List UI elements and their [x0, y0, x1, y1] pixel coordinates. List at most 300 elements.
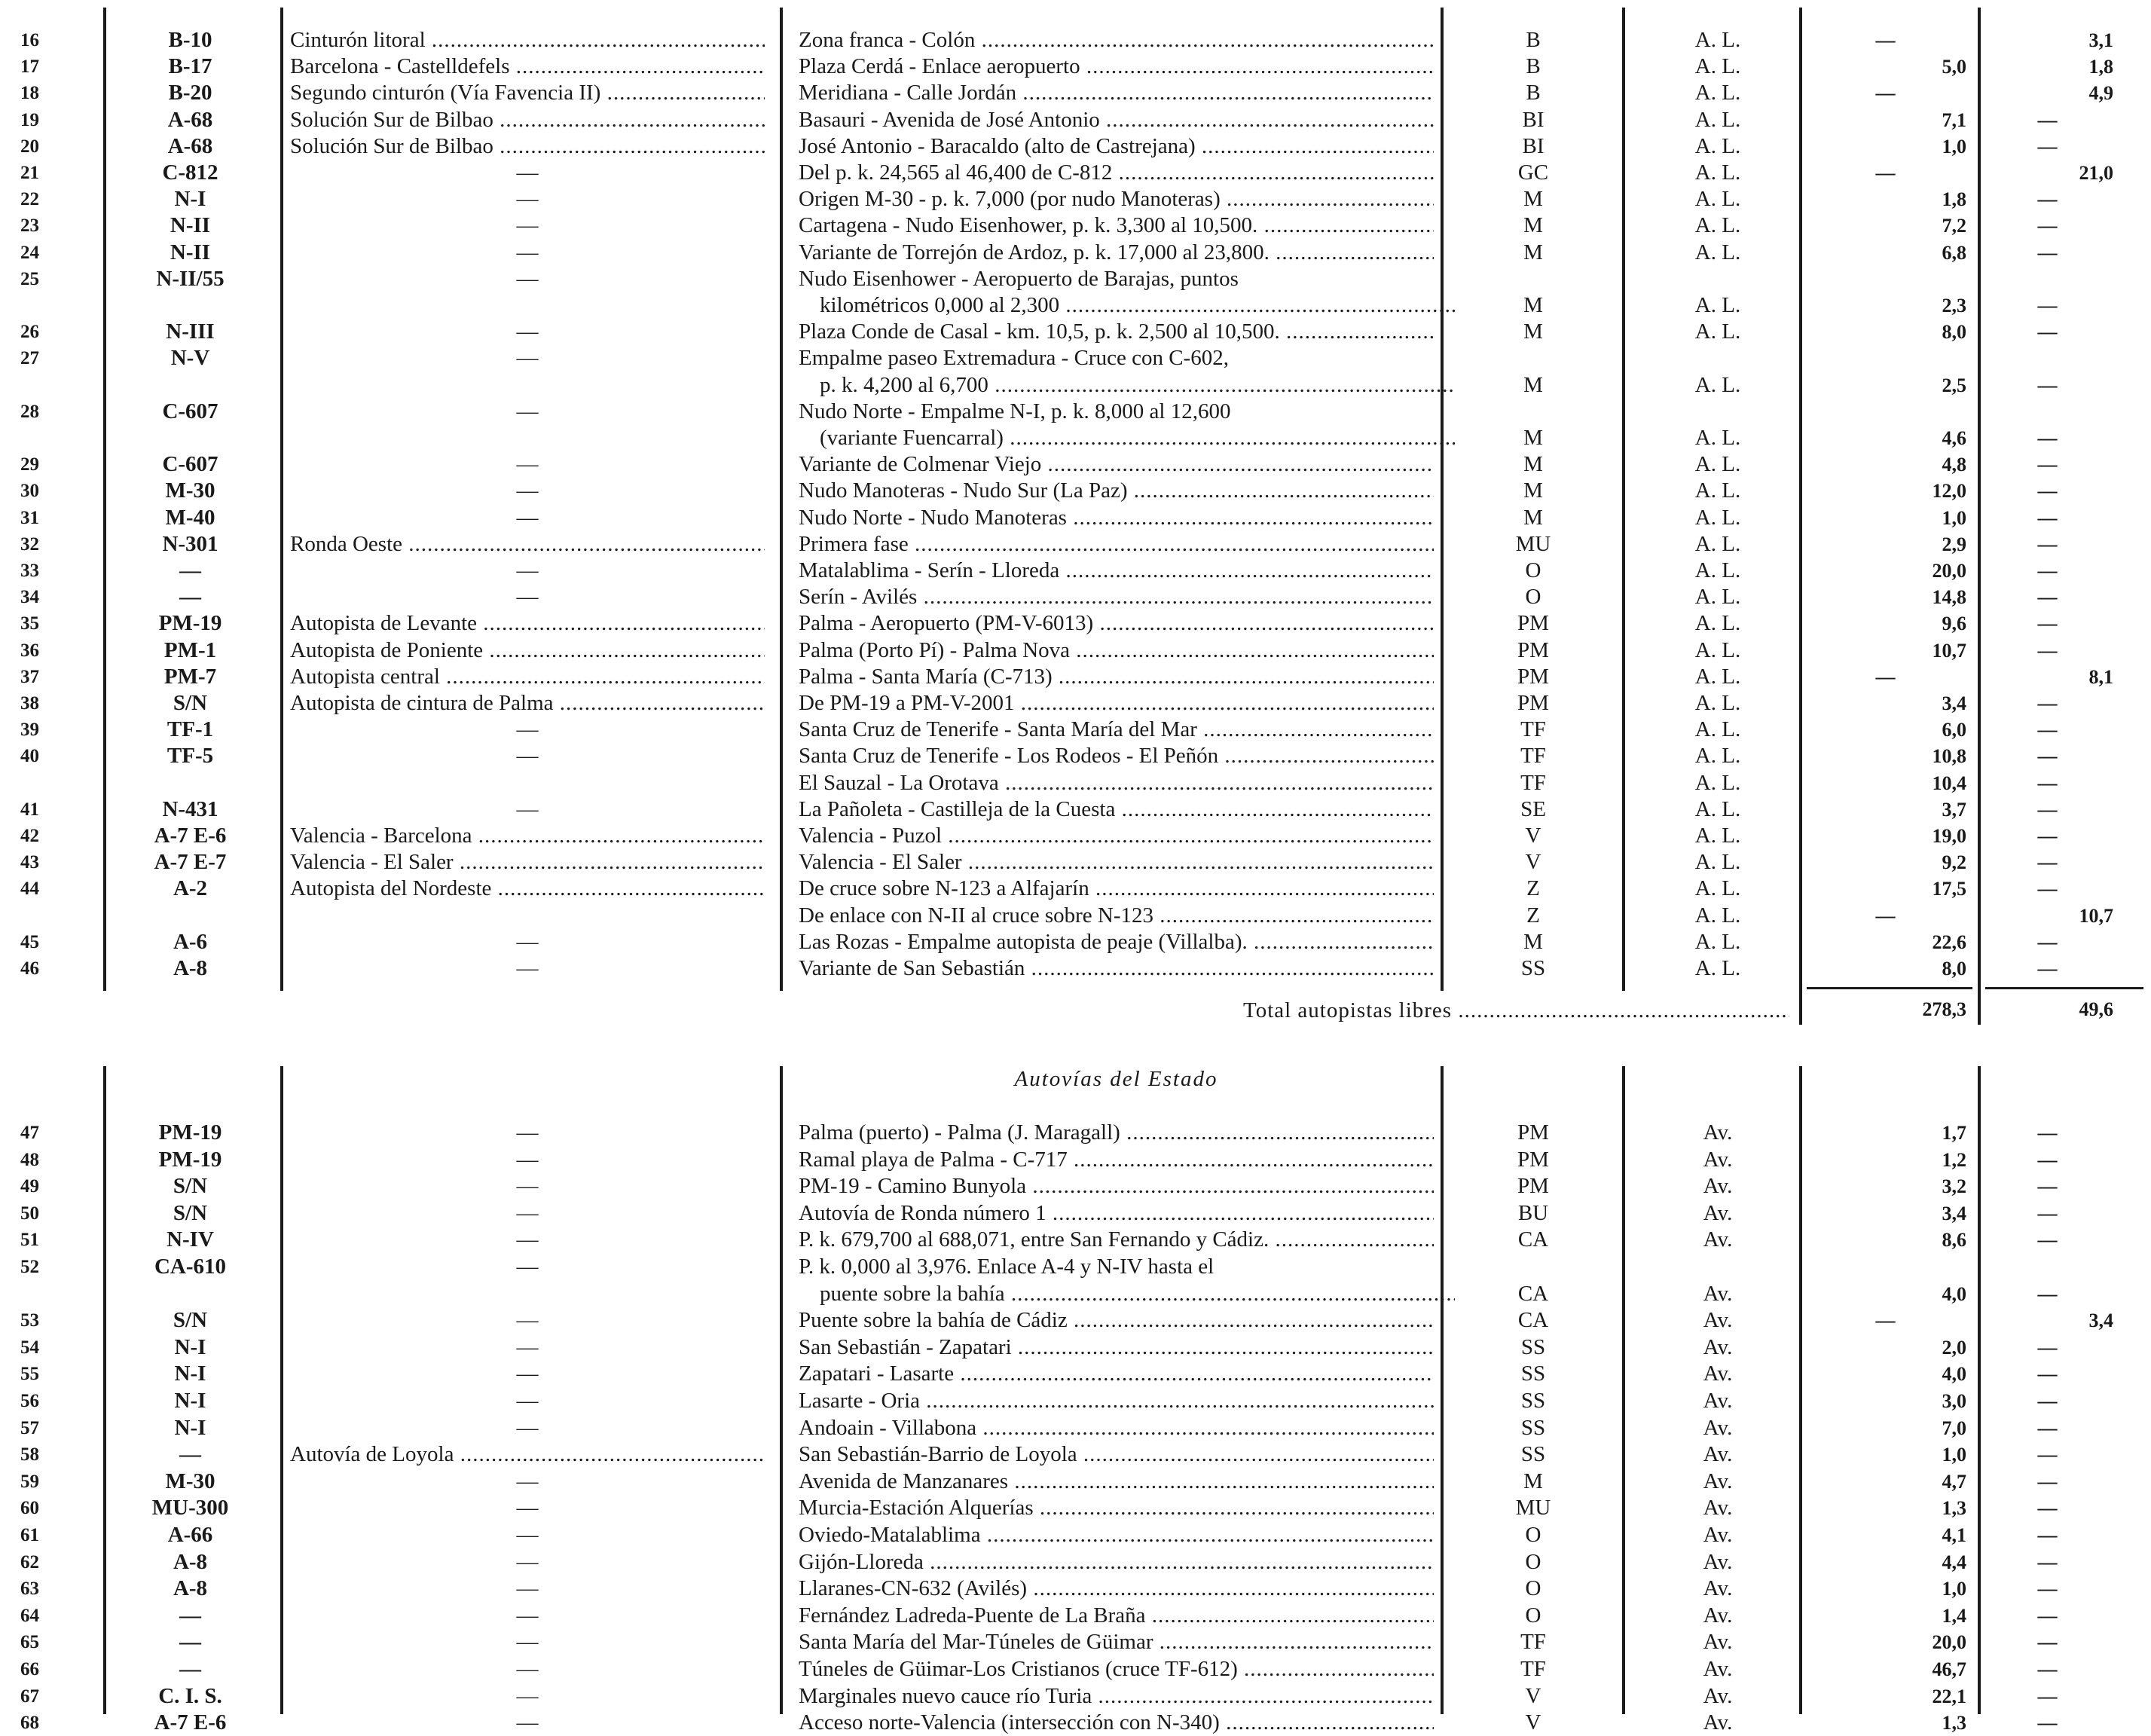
row-number: 30: [20, 481, 39, 502]
road-name: Cinturón litoral .....: [290, 27, 765, 53]
table-row: [0, 133, 2151, 160]
road-type: Av.: [1703, 1147, 1733, 1172]
road-code: N-I: [174, 1389, 206, 1413]
road-name: —: [516, 1415, 539, 1440]
table-row: [0, 505, 2151, 531]
province: TF: [1520, 1630, 1546, 1655]
road-name: —: [516, 796, 539, 821]
section-description: PM-19 - Camino Bunyola .....: [799, 1173, 1434, 1200]
section-description: Variante de San Sebastián .....: [799, 955, 1434, 982]
road-type: A. L.: [1694, 107, 1741, 132]
road-name: Autopista del Nordeste .....: [290, 876, 765, 902]
km-value-1: 46,7: [1932, 1658, 1966, 1680]
row-number: 40: [20, 746, 39, 767]
province: SS: [1520, 1415, 1546, 1440]
row-number: 65: [20, 1632, 39, 1653]
row-number: 39: [20, 720, 39, 741]
road-name: —: [516, 929, 539, 954]
section-description: Palma - Santa María (C-713) .....: [799, 664, 1434, 690]
km-value-2: —: [2037, 1551, 2058, 1573]
km-value-1: 3,4: [1942, 1202, 1966, 1224]
table-row: [0, 717, 2151, 743]
road-name: —: [516, 1147, 539, 1172]
road-type: A. L.: [1694, 824, 1741, 848]
section-description: Oviedo-Matalablima .....: [799, 1522, 1434, 1548]
section-description-cont: p. k. 4,200 al 6,700 .....: [799, 372, 1455, 399]
province: O: [1525, 1603, 1541, 1628]
section-description: Avenida de Manzanares .....: [799, 1469, 1434, 1495]
road-type: A. L.: [1694, 770, 1741, 795]
row-number: 45: [20, 931, 39, 952]
road-name: Autopista de cintura de Palma .....: [290, 690, 765, 717]
province: O: [1525, 1523, 1541, 1547]
km-value-2: —: [2037, 1444, 2058, 1466]
table-row: [0, 186, 2151, 212]
road-name: —: [516, 1227, 539, 1252]
km-value-1: —: [1875, 82, 1896, 105]
road-code: C. I. S.: [158, 1683, 222, 1708]
table-row-continuation: [0, 292, 2151, 319]
km-value-2: —: [2037, 1712, 2058, 1734]
km-value-2: —: [2037, 825, 2058, 847]
section-description: Andoain - Villabona .....: [799, 1415, 1434, 1441]
row-number: 24: [20, 242, 39, 263]
road-name: Solución Sur de Bilbao .....: [290, 133, 765, 160]
road-code: B-20: [168, 81, 212, 105]
province: CA: [1517, 1308, 1549, 1333]
province: GC: [1517, 160, 1549, 185]
section-description: Nudo Eisenhower - Aeropuerto de Barajas, puntos: [799, 266, 1239, 291]
road-code: N-I: [174, 1334, 206, 1359]
km-value-1: —: [1875, 162, 1896, 184]
km-value-2: —: [2037, 427, 2058, 449]
road-code: A-68: [167, 107, 213, 132]
km-value-2: 10,7: [2079, 904, 2113, 927]
section-description: El Sauzal - La Orotava .....: [799, 770, 1434, 796]
section-description: Del p. k. 24,565 al 46,400 de C-812 .....: [799, 160, 1434, 186]
section-description: Acceso norte-Valencia (intersección con N-340) .....: [799, 1710, 1434, 1736]
section-description: Nudo Norte - Empalme N-I, p. k. 8,000 al 12,600: [799, 399, 1231, 423]
km-value-2: —: [2037, 586, 2058, 609]
road-code: —: [179, 1657, 201, 1681]
road-name: Autovía de Loyola .....: [290, 1441, 765, 1468]
province: O: [1525, 558, 1541, 582]
table-row: [0, 1361, 2151, 1387]
road-type: Av.: [1703, 1603, 1733, 1628]
road-type: Av.: [1703, 1576, 1733, 1601]
table-row: [0, 80, 2151, 106]
road-type: Av.: [1703, 1442, 1733, 1467]
section-description: Plaza Conde de Casal - km. 10,5, p. k. 2,500 al 10,500. .....: [799, 319, 1434, 345]
km-value-2: 3,4: [2088, 1310, 2113, 1332]
km-value-1: 6,0: [1942, 719, 1966, 741]
table-row: [0, 240, 2151, 266]
road-type: A. L.: [1694, 319, 1741, 344]
section-description: Santa Cruz de Tenerife - Los Rodeos - El Peñón .....: [799, 743, 1434, 769]
province: M: [1523, 478, 1543, 503]
section-description: Autovía de Ronda número 1 .....: [799, 1200, 1434, 1227]
road-name: —: [516, 1523, 539, 1547]
row-number: 66: [20, 1659, 39, 1679]
road-name: —: [516, 266, 539, 291]
km-value-1: —: [1875, 1310, 1896, 1332]
table-row: [0, 690, 2151, 717]
road-code: CA-610: [154, 1255, 227, 1279]
table-row: [0, 1173, 2151, 1200]
road-name: —: [516, 1683, 539, 1708]
road-type: A. L.: [1694, 54, 1741, 79]
province: PM: [1517, 637, 1549, 662]
road-type: Av.: [1703, 1200, 1733, 1225]
section-description: De cruce sobre N-123 a Alfajarín .....: [799, 876, 1434, 902]
road-name: Barcelona - Castelldefels .....: [290, 53, 765, 80]
row-number: 38: [20, 693, 39, 714]
km-value-1: 10,8: [1932, 745, 1966, 768]
province: B: [1526, 28, 1541, 52]
km-value-2: —: [2037, 1497, 2058, 1520]
km-value-2: —: [2037, 851, 2058, 874]
table-row: [0, 610, 2151, 637]
km-value-2: —: [2037, 958, 2058, 980]
road-code: M-30: [165, 478, 215, 503]
road-name: Solución Sur de Bilbao .....: [290, 107, 765, 133]
table-row: [0, 1415, 2151, 1441]
km-value-1: 2,3: [1942, 295, 1966, 316]
km-value-2: —: [2037, 188, 2058, 211]
road-code: N-IV: [167, 1227, 214, 1252]
km-value-1: 4,1: [1942, 1524, 1966, 1546]
road-code: C-607: [162, 452, 218, 477]
km-value-1: 4,8: [1942, 454, 1966, 476]
road-name: —: [516, 160, 539, 185]
km-value-1: 10,7: [1932, 639, 1966, 662]
province: V: [1525, 824, 1541, 848]
table-row: [0, 451, 2151, 478]
table-row: [0, 1120, 2151, 1146]
section-description: Serín - Avilés .....: [799, 584, 1434, 610]
road-code: N-301: [162, 531, 218, 556]
table-row: [0, 637, 2151, 664]
section-description: Llaranes-CN-632 (Avilés) .....: [799, 1576, 1434, 1602]
road-code: N-III: [166, 319, 215, 344]
row-number: 51: [20, 1230, 39, 1251]
road-code: S/N: [173, 691, 208, 715]
km-value-2: —: [2037, 135, 2058, 157]
road-code: PM-19: [158, 1120, 222, 1145]
table-row: [0, 876, 2151, 902]
road-code: MU-300: [151, 1496, 229, 1521]
province: M: [1523, 293, 1543, 317]
road-name: —: [516, 240, 539, 264]
road-type: Av.: [1703, 1710, 1733, 1735]
section-description: Meridiana - Calle Jordán .....: [799, 80, 1434, 106]
table-row: [0, 1629, 2151, 1655]
row-number: 54: [20, 1337, 39, 1358]
road-name: —: [516, 1657, 539, 1681]
section-description: San Sebastián-Barrio de Loyola .....: [799, 1441, 1434, 1468]
km-value-1: 20,0: [1932, 560, 1966, 582]
row-number: 42: [20, 826, 39, 846]
province: O: [1525, 1576, 1541, 1601]
province: TF: [1520, 770, 1546, 795]
province: O: [1525, 1549, 1541, 1574]
road-code: A-8: [173, 1576, 208, 1601]
road-code: A-7 E-6: [154, 824, 227, 848]
road-type: Av.: [1703, 1496, 1733, 1521]
section-description: Variante de Colmenar Viejo .....: [799, 451, 1434, 478]
table-row: [0, 107, 2151, 133]
km-value-1: 3,2: [1942, 1175, 1966, 1198]
km-value-2: —: [2037, 1470, 2058, 1493]
road-code: N-431: [162, 796, 218, 821]
road-type: Av.: [1703, 1362, 1733, 1386]
km-value-1: 3,4: [1942, 692, 1966, 714]
province: B: [1526, 81, 1541, 105]
km-value-2: —: [2037, 745, 2058, 768]
km-value-1: 4,0: [1942, 1363, 1966, 1386]
table-row: [0, 664, 2151, 690]
km-value-2: —: [2037, 639, 2058, 662]
road-type: A. L.: [1694, 133, 1741, 158]
road-name: —: [516, 1200, 539, 1225]
table-row: [0, 770, 2151, 796]
section-description-cont: (variante Fuencarral) .....: [799, 425, 1455, 451]
road-type: A. L.: [1694, 664, 1741, 689]
province: V: [1525, 850, 1541, 875]
table-row: [0, 345, 2151, 371]
km-value-1: 1,8: [1942, 188, 1966, 211]
road-name: —: [516, 1308, 539, 1333]
row-number: 19: [20, 109, 39, 130]
road-type: A. L.: [1694, 956, 1741, 980]
section-description: Marginales nuevo cauce río Turia .....: [799, 1683, 1434, 1710]
road-code: S/N: [173, 1200, 208, 1225]
province: SS: [1520, 1389, 1546, 1413]
road-code: PM-19: [158, 611, 222, 636]
km-value-1: 1,2: [1942, 1148, 1966, 1171]
province: M: [1523, 505, 1543, 530]
row-number: 22: [20, 189, 39, 210]
road-type: A. L.: [1694, 850, 1741, 875]
row-number: 21: [20, 163, 39, 183]
km-value-2: 1,8: [2088, 56, 2113, 78]
road-name: —: [516, 478, 539, 503]
road-type: A. L.: [1694, 452, 1741, 477]
km-value-1: 4,7: [1942, 1470, 1966, 1493]
road-type: Av.: [1703, 1334, 1733, 1359]
province: PM: [1517, 691, 1549, 715]
road-type: A. L.: [1694, 637, 1741, 662]
km-value-1: 2,0: [1942, 1336, 1966, 1359]
road-type: Av.: [1703, 1523, 1733, 1547]
road-code: A-66: [167, 1523, 213, 1547]
road-code: N-II: [170, 213, 211, 238]
row-number: 53: [20, 1310, 39, 1331]
road-code: A-7 E-6: [154, 1710, 227, 1735]
road-code: N-I: [174, 187, 206, 212]
section-description: Plaza Cerdá - Enlace aeropuerto .....: [799, 53, 1434, 80]
road-code: —: [179, 558, 201, 582]
road-type: A. L.: [1694, 876, 1741, 901]
province: MU: [1515, 1496, 1551, 1521]
km-value-2: —: [2037, 1363, 2058, 1386]
road-name: —: [516, 1576, 539, 1601]
table-row: [0, 27, 2151, 53]
section-description-cont: kilométricos 0,000 al 2,300 .....: [799, 292, 1455, 319]
road-name: —: [516, 399, 539, 423]
table-row: [0, 1307, 2151, 1334]
table-row: [0, 1576, 2151, 1602]
km-value-1: 19,0: [1932, 825, 1966, 847]
road-type: A. L.: [1694, 426, 1741, 450]
road-code: C-812: [162, 160, 218, 185]
km-value-2: —: [2037, 613, 2058, 635]
km-value-1: 10,4: [1932, 772, 1966, 794]
province: Z: [1526, 876, 1540, 901]
province: CA: [1517, 1227, 1549, 1252]
road-type: A. L.: [1694, 717, 1741, 742]
table-row: [0, 1603, 2151, 1629]
km-value-1: 22,1: [1932, 1685, 1966, 1707]
road-type: A. L.: [1694, 505, 1741, 530]
km-value-2: —: [2037, 321, 2058, 344]
row-number: 33: [20, 561, 39, 581]
province: BU: [1517, 1200, 1549, 1225]
province: TF: [1520, 744, 1546, 769]
road-name: —: [516, 1630, 539, 1655]
km-value-2: —: [2037, 108, 2058, 131]
row-number: 34: [20, 587, 39, 608]
row-number: 47: [20, 1123, 39, 1143]
km-value-1: 1,0: [1942, 1444, 1966, 1466]
province: SS: [1520, 956, 1546, 980]
road-type: A. L.: [1694, 28, 1741, 52]
km-value-2: —: [2037, 692, 2058, 714]
road-code: S/N: [173, 1174, 208, 1199]
section-description: Fernández Ladreda-Puente de La Braña .....: [799, 1603, 1434, 1629]
section-description: Puente sobre la bahía de Cádiz .....: [799, 1307, 1434, 1334]
road-name: Autopista de Levante .....: [290, 610, 765, 637]
province: CA: [1517, 1281, 1549, 1306]
km-value-1: 1,7: [1942, 1122, 1966, 1144]
road-code: TF-5: [167, 744, 214, 769]
km-value-1: 6,8: [1942, 241, 1966, 264]
section-description: Túneles de Güimar-Los Cristianos (cruce TF-612) .....: [799, 1656, 1434, 1683]
road-type: A. L.: [1694, 903, 1741, 928]
road-code: N-II/55: [156, 266, 225, 291]
km-value-1: 2,5: [1942, 374, 1966, 396]
km-value-1: 1,4: [1942, 1604, 1966, 1627]
road-name: Segundo cinturón (Vía Favencia II) .....: [290, 80, 765, 106]
section-description: Basauri - Avenida de José Antonio .....: [799, 107, 1434, 133]
province: M: [1523, 187, 1543, 212]
section-description: Variante de Torrejón de Ardoz, p. k. 17,000 al 23,800. .....: [799, 240, 1434, 266]
road-type: A. L.: [1694, 531, 1741, 556]
km-value-1: 4,0: [1942, 1282, 1966, 1305]
section-description: Santa Cruz de Tenerife - Santa María del Mar .....: [799, 717, 1434, 743]
province: SS: [1520, 1442, 1546, 1467]
road-type: A. L.: [1694, 611, 1741, 636]
road-type: A. L.: [1694, 744, 1741, 769]
section-description: Nudo Manoteras - Nudo Sur (La Paz) .....: [799, 478, 1434, 504]
total-rule-1: [1807, 987, 1972, 989]
table-row: [0, 319, 2151, 345]
km-value-2: 4,9: [2088, 82, 2113, 105]
table-row: [0, 1549, 2151, 1576]
road-type: A. L.: [1694, 796, 1741, 821]
road-code: —: [179, 1630, 201, 1655]
row-number: 44: [20, 879, 39, 900]
road-name: Valencia - Barcelona .....: [290, 823, 765, 849]
km-value-1: 9,6: [1942, 613, 1966, 635]
road-type: A. L.: [1694, 81, 1741, 105]
table-row: [0, 1710, 2151, 1736]
km-value-2: —: [2037, 480, 2058, 503]
row-number: 58: [20, 1444, 39, 1466]
road-type: A. L.: [1694, 213, 1741, 238]
section-description: La Pañoleta - Castilleja de la Cuesta .....: [799, 796, 1434, 823]
section-title: Autovías del Estado: [1014, 1067, 1218, 1091]
road-type: Av.: [1703, 1227, 1733, 1252]
road-code: —: [179, 1442, 201, 1467]
section-description: Zona franca - Colón .....: [799, 27, 1434, 53]
km-value-1: 2,9: [1942, 533, 1966, 555]
row-number: 64: [20, 1605, 39, 1626]
km-value-1: 1,0: [1942, 506, 1966, 529]
province: M: [1523, 372, 1543, 397]
table-row: [0, 478, 2151, 504]
province: PM: [1517, 1120, 1549, 1145]
road-type: A. L.: [1694, 293, 1741, 317]
section-description: Nudo Norte - Nudo Manoteras .....: [799, 505, 1434, 531]
km-value-2: —: [2037, 1148, 2058, 1171]
km-value-2: —: [2037, 931, 2058, 953]
province: BI: [1522, 133, 1545, 158]
km-value-1: 9,2: [1942, 851, 1966, 874]
km-value-2: —: [2037, 1229, 2058, 1252]
province: M: [1523, 929, 1543, 954]
road-name: —: [516, 1120, 539, 1145]
road-name: —: [516, 1389, 539, 1413]
km-value-2: —: [2037, 878, 2058, 900]
row-number: 63: [20, 1579, 39, 1600]
row-number: 43: [20, 852, 39, 873]
row-number: 60: [20, 1498, 39, 1519]
row-number: 18: [20, 83, 39, 104]
road-name: —: [516, 585, 539, 610]
province: M: [1523, 319, 1543, 344]
section-description: Murcia-Estación Alquerías .....: [799, 1495, 1434, 1521]
km-value-2: —: [2037, 241, 2058, 264]
row-number: 46: [20, 958, 39, 979]
total-km2: 49,6: [2079, 998, 2113, 1020]
km-value-1: 14,8: [1932, 586, 1966, 609]
km-value-1: 8,0: [1942, 958, 1966, 980]
province: MU: [1515, 531, 1551, 556]
km-value-2: —: [2037, 533, 2058, 555]
road-name: Ronda Oeste .....: [290, 531, 765, 558]
road-code: PM-7: [163, 664, 217, 689]
km-value-2: 8,1: [2088, 665, 2113, 688]
road-code: PM-19: [158, 1147, 222, 1172]
table-row: [0, 584, 2151, 610]
road-code: TF-1: [167, 717, 214, 742]
km-value-2: —: [2037, 560, 2058, 582]
table-row: [0, 1200, 2151, 1227]
road-code: N-I: [174, 1415, 206, 1440]
road-type: A. L.: [1694, 929, 1741, 954]
province: TF: [1520, 717, 1546, 742]
